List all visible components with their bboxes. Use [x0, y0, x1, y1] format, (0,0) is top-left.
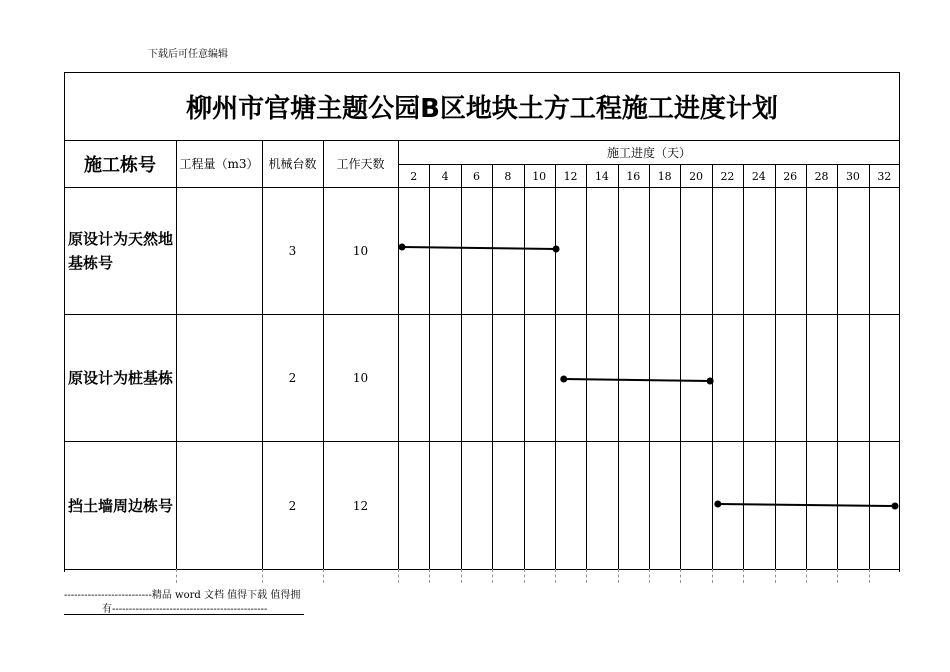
- row-machines: 2: [288, 371, 297, 385]
- tick-label: 28: [814, 169, 829, 183]
- row-name: 原设计为桩基栋: [68, 369, 174, 387]
- tick-label: 16: [626, 169, 641, 183]
- tick-label: 6: [472, 169, 480, 183]
- schedule-bar: [718, 504, 895, 506]
- tick-label: 32: [877, 169, 892, 183]
- tick-label: 8: [504, 169, 512, 183]
- tick-label: 18: [657, 169, 672, 183]
- footer-line-1: --------------------------精品 word 文档 值得下载 值得拥: [64, 590, 301, 601]
- header-note: 下载后可任意编辑: [148, 49, 228, 60]
- page-title: 柳州市官塘主题公园B区地块土方工程施工进度计划: [186, 93, 778, 124]
- tick-label: 10: [532, 169, 547, 183]
- row-machines: 2: [288, 498, 297, 513]
- schedule-bar-endpoint: [553, 246, 560, 253]
- schedule-bar-endpoint: [892, 503, 899, 510]
- row-days: 12: [352, 498, 369, 513]
- schedule-bar-endpoint: [714, 501, 721, 508]
- tick-label: 20: [689, 169, 704, 183]
- row-name: 挡土墙周边栋号: [68, 496, 174, 515]
- footer-note: [64, 589, 306, 617]
- tick-label: 14: [594, 169, 609, 183]
- header-days: 工作天数: [336, 157, 385, 171]
- tick-label: 26: [783, 169, 798, 183]
- row-machines: 3: [288, 244, 297, 258]
- footer-rule: [64, 614, 304, 615]
- footer-line-2: 有----------------------------------------------: [102, 604, 268, 615]
- tick-label: 4: [441, 169, 449, 183]
- row-days: 10: [352, 244, 369, 258]
- schedule-bar: [402, 247, 556, 249]
- row-name: 原设计为天然地基栋号: [68, 230, 174, 272]
- row-days: 10: [352, 371, 369, 385]
- schedule-bar-endpoint: [399, 244, 406, 251]
- schedule-bar-endpoint: [560, 376, 567, 383]
- tick-label: 30: [845, 169, 860, 183]
- header-name: 施工栋号: [84, 154, 156, 176]
- schedule-bar: [564, 379, 710, 381]
- tick-label: 12: [563, 169, 578, 183]
- header-quantity: 工程量（m3）: [179, 157, 259, 171]
- header-machines: 机械台数: [268, 157, 317, 171]
- tick-label: 24: [751, 169, 766, 183]
- tick-label: 2: [410, 169, 418, 183]
- header-progress: 施工进度（天）: [606, 145, 691, 160]
- tick-label: 22: [720, 169, 735, 183]
- schedule-bar-endpoint: [707, 378, 714, 385]
